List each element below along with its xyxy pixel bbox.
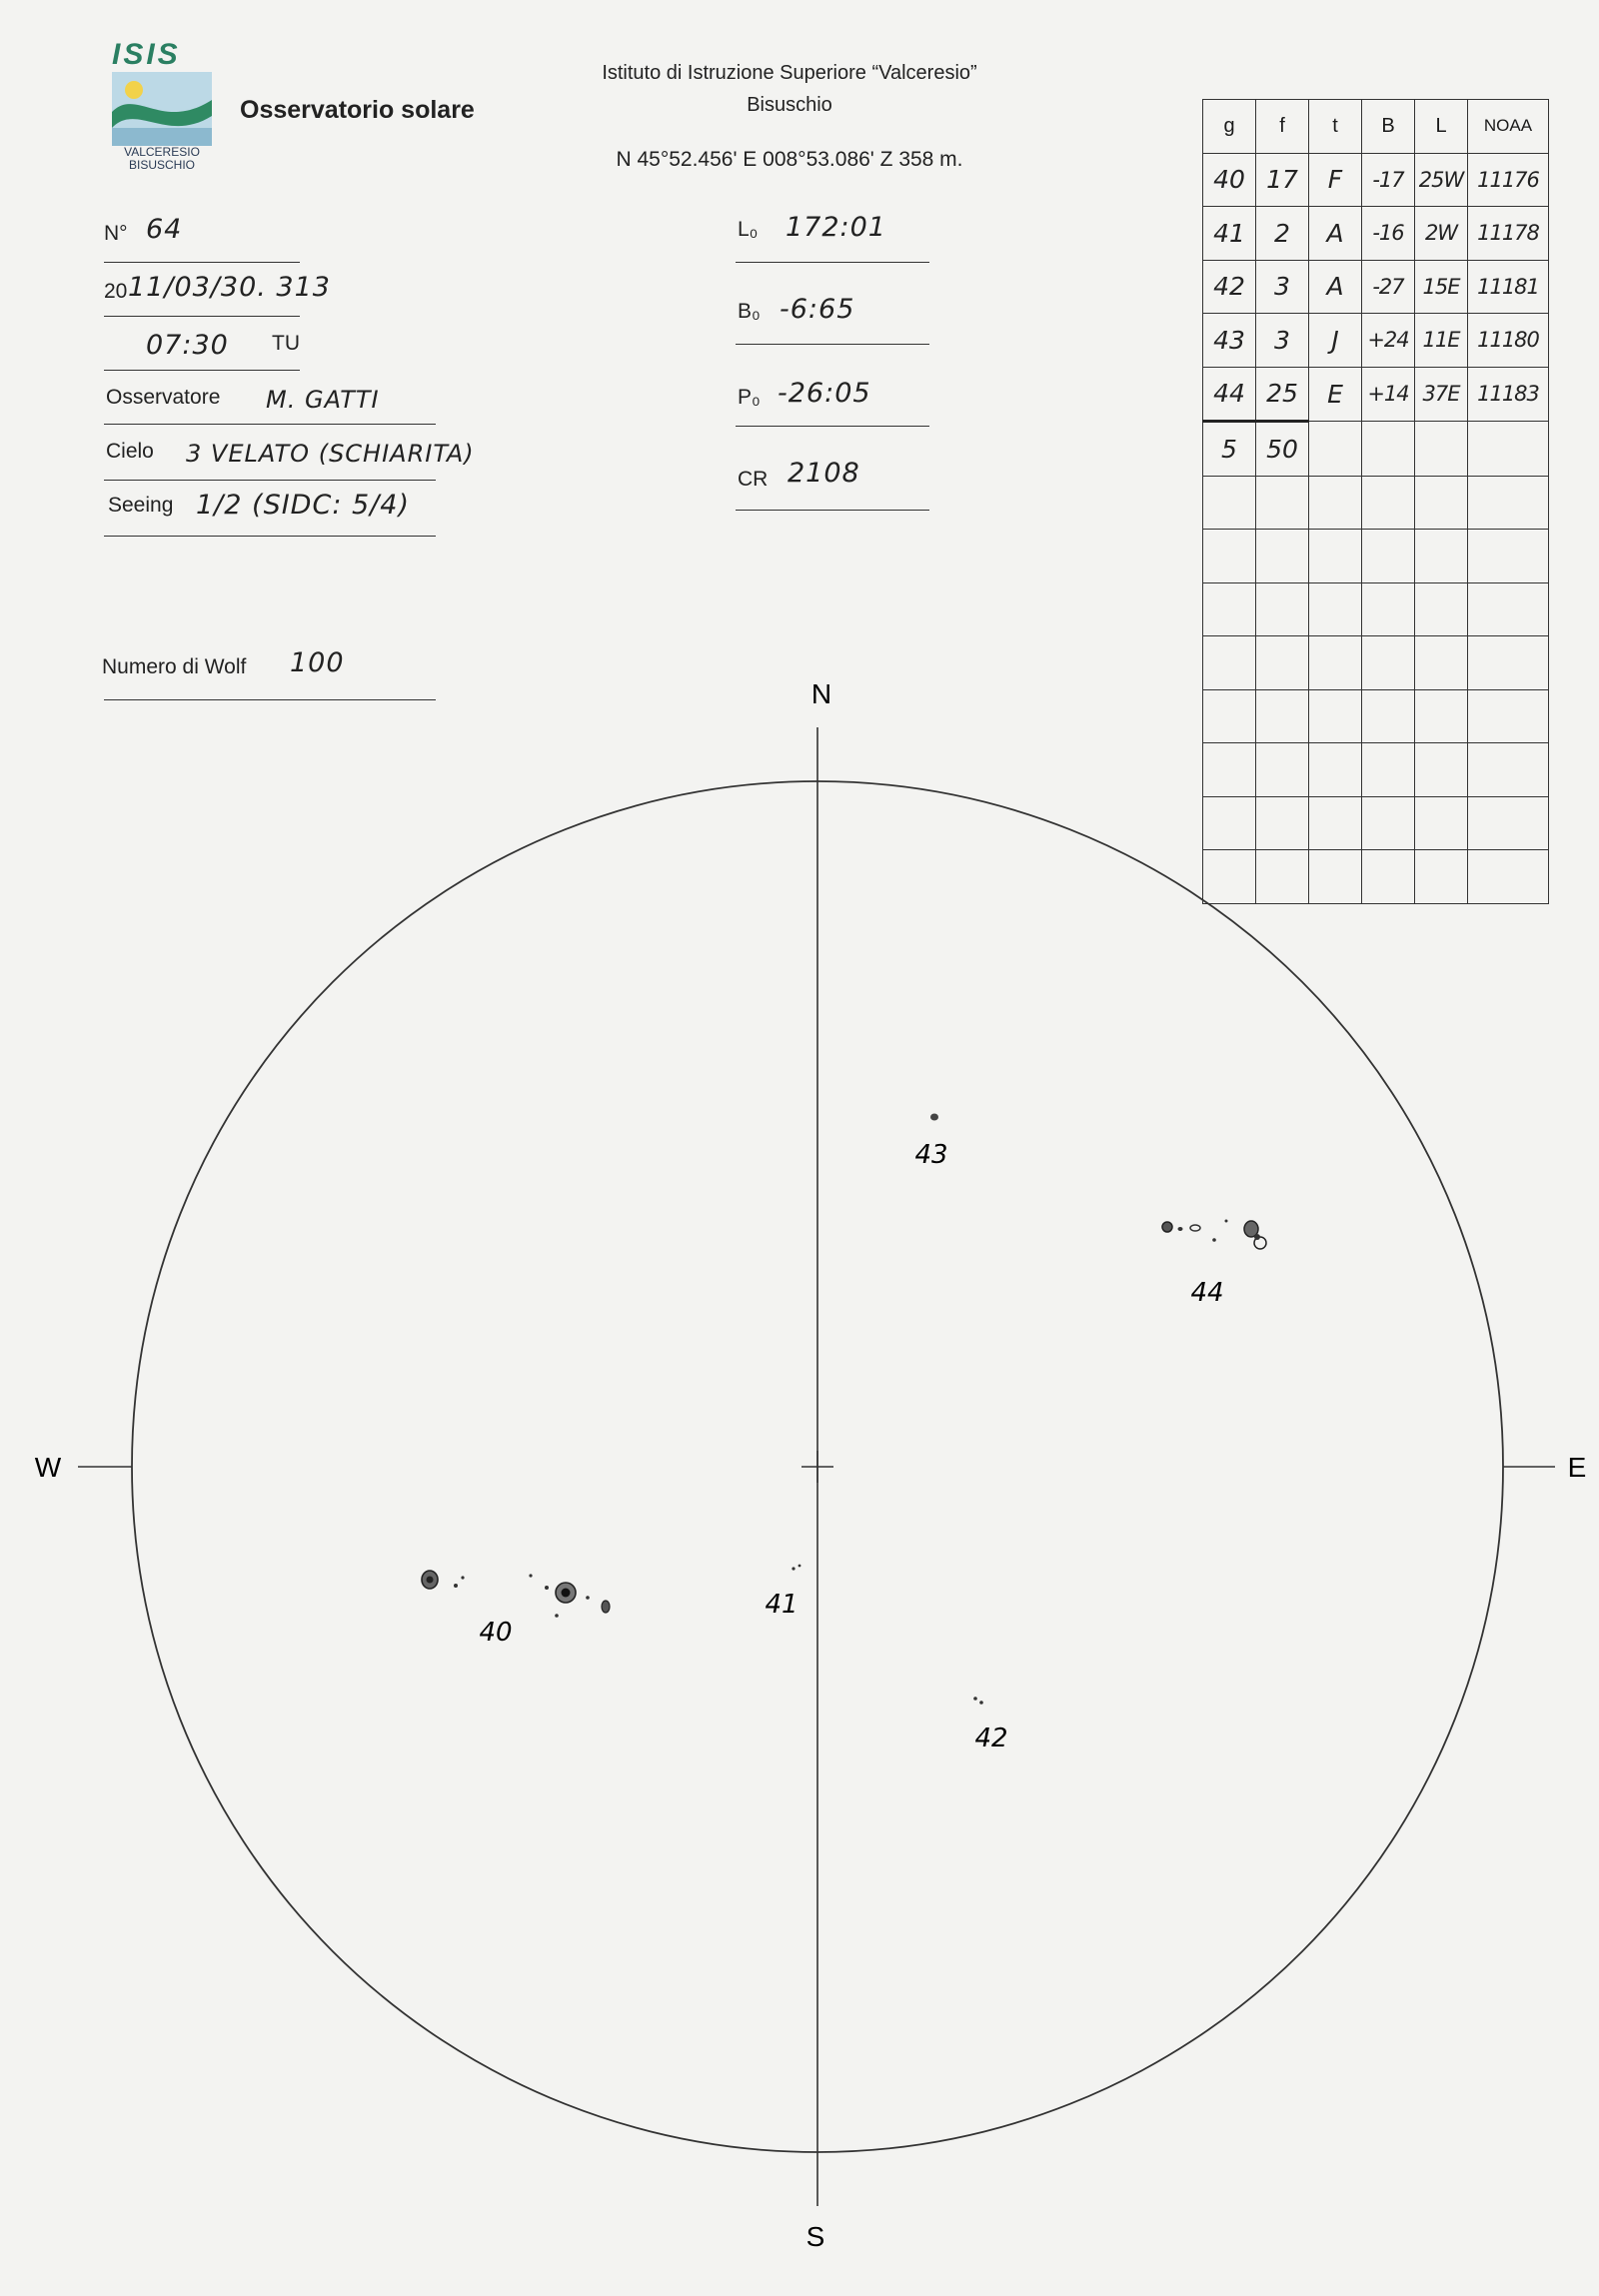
cr-value: 2108 — [788, 458, 860, 489]
header-cell-group: g — [1203, 100, 1256, 154]
cell-noaa: 11183 — [1468, 367, 1549, 422]
cell-longitude: 37E — [1415, 367, 1468, 422]
cr-label: CR — [738, 468, 769, 491]
cell-longitude: 11E — [1415, 314, 1468, 368]
total-spots: 50 — [1256, 422, 1309, 477]
cell-longitude: 25W — [1415, 153, 1468, 207]
observatory-title: Osservatorio solare — [240, 96, 475, 124]
west-label: W — [34, 1452, 62, 1483]
north-label: N — [810, 678, 832, 709]
sunspot-group-42 — [973, 1697, 983, 1705]
cell-noaa: 11176 — [1468, 153, 1549, 207]
number-value: 64 — [146, 214, 183, 245]
b0-value: -6:65 — [780, 294, 855, 325]
wolf-number-label: Numero di Wolf — [102, 655, 247, 678]
logo-sub-line-2: BISUSCHIO — [128, 158, 195, 172]
sunspot-group-41 — [792, 1565, 800, 1571]
cell-longitude: 15E — [1415, 260, 1468, 314]
institute-name: Istituto di Istruzione Superiore “Valceresio” — [602, 62, 977, 84]
cell-spots: 3 — [1256, 260, 1309, 314]
header-cell-noaa: NOAA — [1468, 100, 1549, 154]
header-cell-type: t — [1309, 100, 1362, 154]
cell-noaa: 11178 — [1468, 207, 1549, 261]
number-label: N° — [104, 222, 128, 245]
header-cell-latitude: B — [1362, 100, 1415, 154]
cell-group: 41 — [1203, 207, 1256, 261]
group-label-43: 43 — [914, 1140, 948, 1170]
p0-label: P₀ — [738, 386, 761, 409]
observer-value: M. GATTI — [266, 386, 380, 414]
total-group: 5 — [1203, 422, 1256, 477]
sunspot-group-43 — [930, 1114, 938, 1121]
header-cell-spots: f — [1256, 100, 1309, 154]
site-coordinates: N 45°52.456' E 008°53.086' Z 358 m. — [616, 148, 963, 171]
sunspot-group-44 — [1162, 1220, 1266, 1250]
group-label-42: 42 — [974, 1723, 1008, 1753]
east-label: E — [1567, 1452, 1587, 1483]
cell-type: A — [1309, 207, 1362, 261]
cell-spots: 2 — [1256, 207, 1309, 261]
seeing-value: 1/2 (SIDC: 5/4) — [196, 490, 410, 521]
cell-latitude: -27 — [1362, 260, 1415, 314]
cell-type: F — [1309, 153, 1362, 207]
cell-group: 42 — [1203, 260, 1256, 314]
cell-noaa: 11180 — [1468, 314, 1549, 368]
wolf-number-value: 100 — [290, 647, 345, 678]
group-label-40: 40 — [479, 1618, 513, 1648]
sky-value: 3 VELATO (SCHIARITA) — [186, 440, 475, 468]
group-label-41: 41 — [765, 1590, 799, 1620]
south-label: S — [805, 2221, 825, 2252]
cell-spots: 25 — [1256, 367, 1309, 422]
b0-label: B₀ — [738, 300, 761, 323]
seeing-label: Seeing — [108, 494, 174, 517]
date-printed-prefix: 20 — [104, 280, 128, 303]
header-cell-longitude: L — [1415, 100, 1468, 154]
group-label-44: 44 — [1190, 1278, 1224, 1308]
cell-group: 44 — [1203, 367, 1256, 422]
cell-spots: 3 — [1256, 314, 1309, 368]
time-value: 07:30 — [146, 330, 229, 361]
p0-value: -26:05 — [778, 378, 871, 409]
cell-type: J — [1309, 314, 1362, 368]
cell-latitude: +14 — [1362, 367, 1415, 422]
institute-city: Bisuschio — [747, 94, 832, 116]
cell-longitude: 2W — [1415, 207, 1468, 261]
cell-type: E — [1309, 367, 1362, 422]
cell-latitude: -17 — [1362, 153, 1415, 207]
l0-value: 172:01 — [786, 212, 886, 243]
time-unit: TU — [272, 332, 300, 355]
cell-group: 40 — [1203, 153, 1256, 207]
logo-wordmark: ISIS — [112, 38, 181, 71]
cell-noaa: 11181 — [1468, 260, 1549, 314]
observer-label: Osservatore — [106, 386, 221, 409]
sky-label: Cielo — [106, 440, 154, 463]
date-value: 11/03/30. 313 — [128, 272, 331, 303]
cell-type: A — [1309, 260, 1362, 314]
logo-sub-line-1: VALCERESIO — [124, 145, 200, 159]
cell-group: 43 — [1203, 314, 1256, 368]
l0-label: L₀ — [738, 218, 759, 241]
cell-latitude: +24 — [1362, 314, 1415, 368]
sunspot-group-40 — [422, 1571, 610, 1618]
cell-latitude: -16 — [1362, 207, 1415, 261]
cell-spots: 17 — [1256, 153, 1309, 207]
